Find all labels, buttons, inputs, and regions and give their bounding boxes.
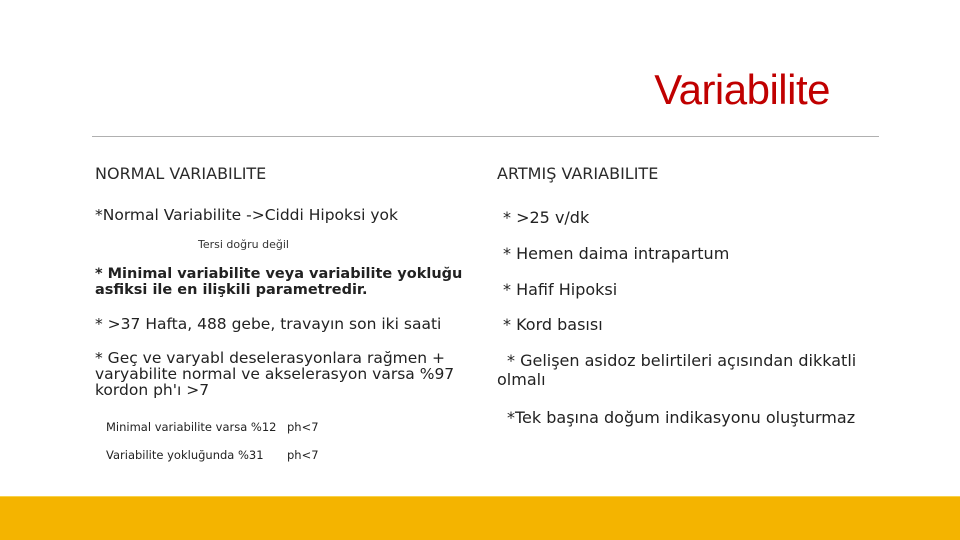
left-item-minimal: * Minimal variabilite veya variabilite yokluğu asfiksi ile en ilişkili parametredir. xyxy=(95,266,463,298)
left-item-normal: *Normal Variabilite ->Ciddi Hipoksi yok xyxy=(95,206,398,224)
footer-bar xyxy=(0,497,960,540)
right-item-intrapartum: * Hemen daima intrapartum xyxy=(503,244,730,263)
right-item-rate: * >25 v/dk xyxy=(503,208,590,227)
slide-title: Variabilite xyxy=(654,66,830,113)
right-item-asidoz: * Gelişen asidoz belirtileri açısından dikkatli olmalı xyxy=(497,351,857,389)
right-item-hafif-hipoksi: * Hafif Hipoksi xyxy=(503,280,618,299)
heading-artmis-variabilite: ARTMIŞ VARIABILITE xyxy=(497,164,659,183)
heading-normal-variabilite: NORMAL VARIABILITE xyxy=(95,164,267,183)
stat-value-yokluk: ph<7 xyxy=(287,448,319,462)
right-item-dogum-indikasyonu: *Tek başına doğum indikasyonu oluşturmaz xyxy=(507,408,856,427)
left-item-hafta: * >37 Hafta, 488 gebe, travayın son iki saati xyxy=(95,315,442,333)
stat-value-minimal: ph<7 xyxy=(287,420,319,434)
left-item-gec: * Geç ve varyabl deselerasyonlara rağmen + varyabilite normal ve akselerasyon varsa %97 kordon ph'ı >7 xyxy=(95,349,455,399)
stat-label-yokluk: Variabilite yokluğunda %31 xyxy=(106,448,264,462)
stat-label-minimal: Minimal variabilite varsa %12 xyxy=(106,420,277,434)
right-item-kord-basisi: * Kord basısı xyxy=(503,315,603,334)
title-divider xyxy=(92,136,879,137)
left-item-tersi: Tersi doğru değil xyxy=(198,238,289,251)
